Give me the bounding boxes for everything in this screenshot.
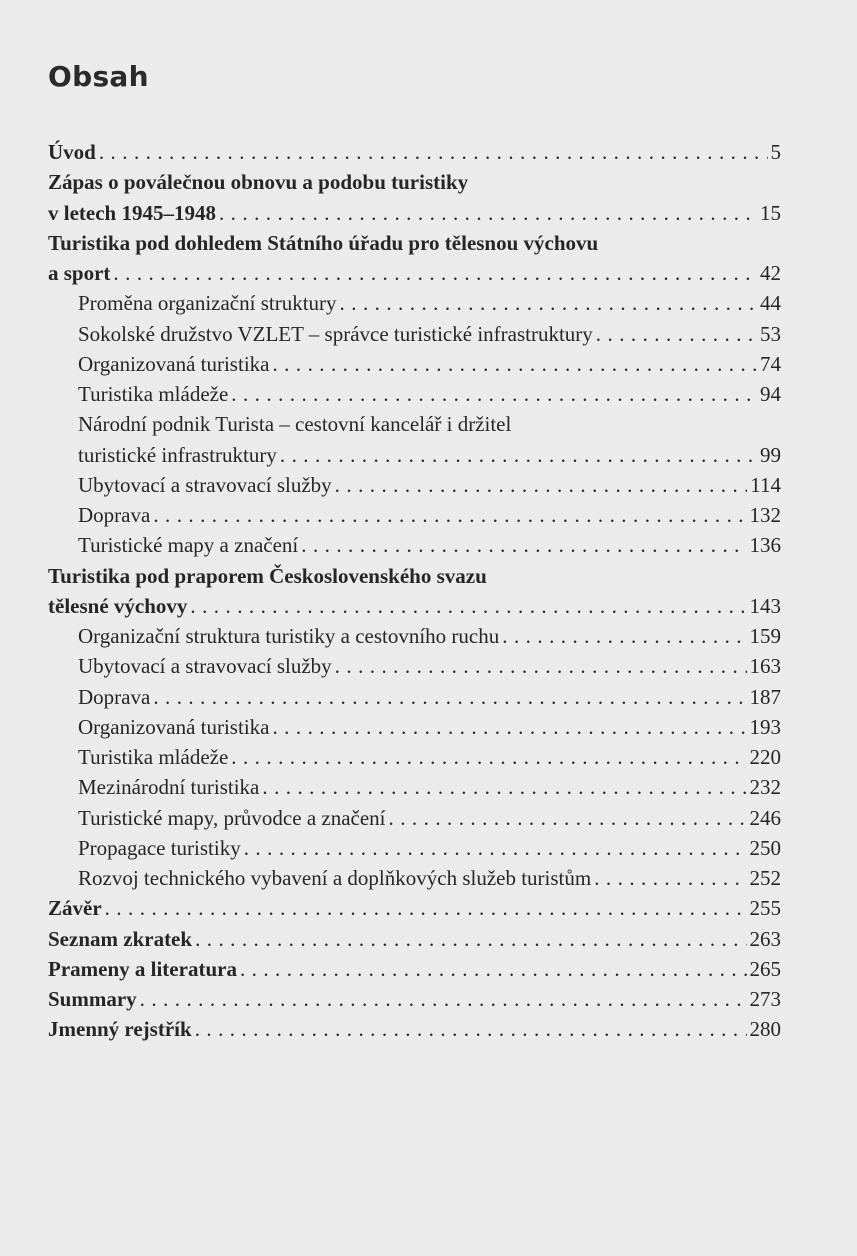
dot-leader bbox=[594, 863, 746, 893]
dot-leader bbox=[596, 319, 757, 349]
toc-entry-title: Prameny a literatura bbox=[48, 956, 237, 981]
toc-page-number: 44 bbox=[760, 291, 781, 316]
toc-entry[interactable] bbox=[48, 258, 781, 288]
toc-entry[interactable] bbox=[48, 440, 781, 470]
toc-page-number: 136 bbox=[749, 533, 781, 558]
dot-leader bbox=[335, 651, 747, 681]
dot-leader bbox=[244, 833, 747, 863]
toc-entry-title: Ubytovací a stravovací služby bbox=[78, 472, 332, 497]
toc-entry-first-line bbox=[48, 228, 781, 258]
toc-entry-title: Turistika pod praporem Československého svazu bbox=[48, 563, 487, 588]
toc-page-number: 42 bbox=[760, 261, 781, 285]
toc-entry[interactable] bbox=[48, 772, 781, 802]
dot-leader bbox=[195, 1014, 747, 1044]
dot-leader bbox=[113, 258, 757, 288]
page-title: Obsah bbox=[48, 60, 149, 93]
toc-entry-title: Turistické mapy, průvodce a značení bbox=[78, 805, 386, 830]
toc-entry[interactable] bbox=[48, 954, 781, 984]
toc-entry-title: Úvod bbox=[48, 140, 96, 164]
toc-entry-title: tělesné výchovy bbox=[48, 593, 188, 618]
dot-leader bbox=[105, 893, 747, 923]
toc-entry-title: Seznam zkratek bbox=[48, 926, 193, 951]
toc-entry-title: turistické infrastruktury bbox=[78, 442, 277, 467]
toc-page-number: 94 bbox=[760, 382, 781, 406]
toc-page-number: 250 bbox=[749, 835, 781, 860]
toc-entry-first-line bbox=[48, 561, 781, 591]
toc-entry-title: Turistika pod dohledem Státního úřadu pro tělesnou výchovu bbox=[48, 230, 599, 255]
toc-page-number: 273 bbox=[749, 987, 781, 1011]
dot-leader bbox=[335, 470, 748, 500]
dot-leader bbox=[280, 440, 757, 470]
toc-page-number: 15 bbox=[760, 200, 781, 225]
toc-entry-title: Organizační struktura turistiky a cestovního ruchu bbox=[78, 624, 500, 648]
toc-entry[interactable] bbox=[48, 470, 781, 500]
toc-entry-first-line bbox=[48, 409, 781, 439]
dot-leader bbox=[231, 742, 746, 772]
toc-entry-title: Turistika mládeže bbox=[78, 382, 229, 406]
toc-entry[interactable] bbox=[48, 500, 781, 530]
toc-entry-title: a sport bbox=[48, 261, 111, 285]
toc-entry[interactable] bbox=[48, 893, 781, 923]
toc-page-number: 132 bbox=[749, 503, 781, 527]
toc-page-number: 53 bbox=[760, 321, 781, 346]
toc-entry-title: Závěr bbox=[48, 896, 102, 921]
dot-leader bbox=[389, 803, 747, 833]
toc-entry-title: Summary bbox=[48, 987, 137, 1011]
toc-entry-title: Doprava bbox=[78, 684, 151, 709]
toc-page-number: 163 bbox=[749, 654, 781, 679]
dot-leader bbox=[153, 500, 746, 530]
dot-leader bbox=[301, 530, 746, 560]
dot-leader bbox=[190, 591, 746, 621]
toc-page-number: 5 bbox=[770, 140, 781, 164]
toc-entry[interactable] bbox=[48, 137, 781, 167]
toc-page-number: 263 bbox=[749, 926, 781, 951]
table-of-contents bbox=[48, 137, 781, 1045]
toc-entry-title: Ubytovací a stravovací služby bbox=[78, 654, 332, 679]
dot-leader bbox=[140, 984, 747, 1014]
toc-entry-title: Mezinárodní turistika bbox=[78, 775, 260, 800]
toc-entry[interactable] bbox=[48, 712, 781, 742]
toc-page-number: 246 bbox=[749, 805, 781, 830]
dot-leader bbox=[219, 198, 757, 228]
toc-entry-title: Národní podnik Turista – cestovní kancelář i držitel bbox=[78, 412, 512, 437]
toc-page-number: 159 bbox=[749, 624, 781, 648]
toc-page-number: 193 bbox=[749, 714, 781, 739]
toc-entry[interactable] bbox=[48, 742, 781, 772]
toc-entry[interactable] bbox=[48, 621, 781, 651]
toc-entry[interactable] bbox=[48, 591, 781, 621]
dot-leader bbox=[153, 682, 746, 712]
toc-page-number: 252 bbox=[749, 866, 781, 890]
dot-leader bbox=[195, 924, 746, 954]
toc-entry[interactable] bbox=[48, 288, 781, 318]
dot-leader bbox=[502, 621, 746, 651]
dot-leader bbox=[231, 379, 757, 409]
toc-entry-title: Propagace turistiky bbox=[78, 835, 241, 860]
toc-entry-title: Organizovaná turistika bbox=[78, 351, 270, 376]
toc-page-number: 114 bbox=[750, 472, 781, 497]
toc-page-number: 280 bbox=[749, 1017, 781, 1042]
toc-entry[interactable] bbox=[48, 349, 781, 379]
toc-entry[interactable] bbox=[48, 833, 781, 863]
dot-leader bbox=[272, 712, 746, 742]
toc-page-number: 265 bbox=[749, 956, 781, 981]
toc-entry[interactable] bbox=[48, 1014, 781, 1044]
toc-entry[interactable] bbox=[48, 651, 781, 681]
toc-entry-title: v letech 1945–1948 bbox=[48, 200, 216, 225]
toc-entry[interactable] bbox=[48, 863, 781, 893]
toc-entry-title: Doprava bbox=[78, 503, 151, 527]
toc-entry[interactable] bbox=[48, 682, 781, 712]
toc-entry[interactable] bbox=[48, 803, 781, 833]
toc-entry-title: Jmenný rejstřík bbox=[48, 1017, 192, 1042]
toc-page-number: 187 bbox=[749, 684, 781, 709]
toc-entry-title: Proměna organizační struktury bbox=[78, 291, 337, 316]
toc-entry-title: Sokolské družstvo VZLET – správce turistické infrastruktury bbox=[78, 321, 593, 346]
toc-page-number: 220 bbox=[749, 745, 781, 769]
toc-entry[interactable] bbox=[48, 379, 781, 409]
toc-page-number: 232 bbox=[749, 775, 781, 800]
dot-leader bbox=[262, 772, 746, 802]
toc-entry[interactable] bbox=[48, 319, 781, 349]
toc-entry-title: Organizovaná turistika bbox=[78, 714, 270, 739]
dot-leader bbox=[99, 137, 768, 167]
toc-page-number: 99 bbox=[760, 442, 781, 467]
toc-entry-title: Turistika mládeže bbox=[78, 745, 229, 769]
toc-page-number: 74 bbox=[760, 351, 781, 376]
toc-entry-title: Zápas o poválečnou obnovu a podobu turistiky bbox=[48, 170, 469, 195]
toc-entry[interactable] bbox=[48, 924, 781, 954]
toc-entry-first-line bbox=[48, 167, 781, 197]
toc-page-number: 143 bbox=[749, 593, 781, 618]
toc-entry-title: Turistické mapy a značení bbox=[78, 533, 299, 558]
toc-page-number: 255 bbox=[749, 896, 781, 921]
dot-leader bbox=[240, 954, 747, 984]
toc-entry[interactable] bbox=[48, 530, 781, 560]
dot-leader bbox=[340, 288, 757, 318]
toc-entry[interactable] bbox=[48, 198, 781, 228]
toc-entry[interactable] bbox=[48, 984, 781, 1014]
dot-leader bbox=[272, 349, 757, 379]
toc-entry-title: Rozvoj technického vybavení a doplňkových služeb turistům bbox=[78, 866, 592, 890]
